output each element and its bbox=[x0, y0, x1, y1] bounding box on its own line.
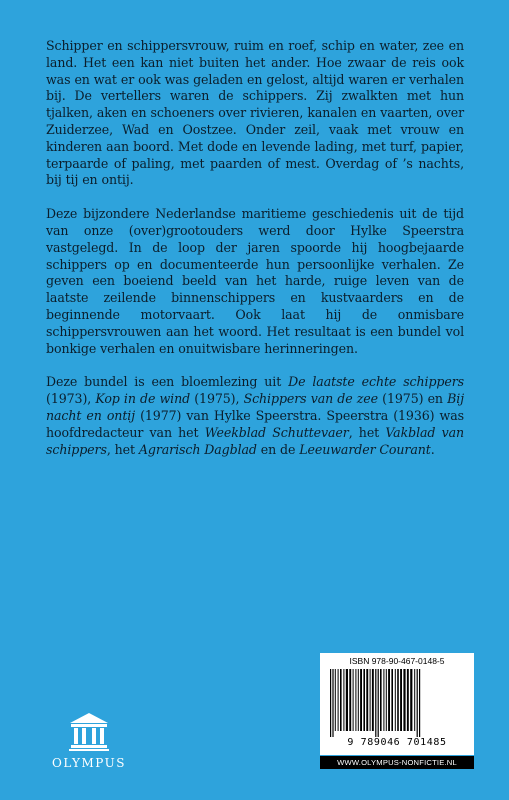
barcode-bar bbox=[335, 669, 336, 731]
barcode-bar bbox=[410, 669, 412, 731]
barcode-bar bbox=[358, 669, 359, 731]
barcode-bar bbox=[395, 669, 396, 731]
barcode-bar bbox=[372, 669, 374, 731]
barcode-bar bbox=[343, 669, 344, 731]
barcode-bar bbox=[346, 669, 348, 731]
text-run: (1977) van Hylke Speerstra. Speerstra (1936) was hoofdredacteur van het bbox=[46, 407, 464, 440]
book-title: Schippers van de zee bbox=[243, 391, 378, 407]
text-run: (1975) en bbox=[378, 391, 448, 407]
book-title: Bij nacht en ontij bbox=[46, 391, 464, 423]
text-run: en de bbox=[256, 441, 300, 457]
back-cover-blurb bbox=[46, 38, 464, 475]
barcode-bar bbox=[363, 669, 365, 731]
barcode-bar bbox=[383, 669, 384, 731]
publisher-name: OLYMPUS bbox=[52, 756, 126, 770]
text-run: (1975), bbox=[190, 391, 244, 407]
barcode-bar bbox=[349, 669, 351, 731]
barcode-bar bbox=[360, 669, 362, 731]
barcode-bars bbox=[326, 669, 468, 737]
text-run: , het bbox=[348, 424, 386, 440]
barcode-bar bbox=[414, 669, 415, 731]
barcode-bar bbox=[330, 669, 331, 737]
barcode-bar bbox=[332, 669, 333, 737]
publication-title: Vakblad van schippers bbox=[46, 424, 464, 457]
barcode-bar bbox=[397, 669, 399, 731]
barcode-label bbox=[320, 653, 474, 755]
barcode-bar bbox=[391, 669, 393, 731]
publisher-logo bbox=[48, 712, 130, 770]
barcode-bar bbox=[417, 669, 418, 737]
blurb-paragraph-3 bbox=[46, 374, 464, 458]
text-run: Deze bundel is een bloemlezing uit bbox=[46, 374, 289, 390]
barcode-bar bbox=[366, 669, 368, 731]
publisher-url: WWW.OLYMPUS-NONFICTIE.NL bbox=[320, 756, 474, 769]
barcode-bar bbox=[340, 669, 342, 731]
book-title: Kop in de wind bbox=[95, 391, 191, 407]
barcode-bar bbox=[407, 669, 409, 731]
temple-icon bbox=[68, 712, 110, 752]
barcode-bar bbox=[419, 669, 420, 737]
isbn-text: ISBN 978-90-467-0148-5 bbox=[349, 656, 445, 666]
barcode-bar bbox=[355, 669, 356, 731]
ean-digits: 9 789046 701485 bbox=[347, 737, 447, 748]
text-run: , het bbox=[106, 441, 139, 457]
barcode-bar bbox=[386, 669, 387, 731]
barcode-bar bbox=[388, 669, 390, 731]
barcode-bar bbox=[400, 669, 402, 731]
publication-title: Weekblad Schuttevaer bbox=[204, 424, 349, 440]
text-run: . bbox=[430, 441, 435, 457]
barcode-bar bbox=[378, 669, 379, 737]
barcode-bar bbox=[403, 669, 405, 731]
blurb-paragraph-1: Schipper en schippersvrouw, ruim en roef, schip en water, zee en land. Het een kan niet buiten het ander. Hoe zwaar de reis ook was en wat er ook was geladen en gelost, altijd waren er verhalen bij. De vertellers waren de schippers. Zij zwalkten met hun tjalken, aken en schoeners over rivieren, kanalen en vaarten, over Zuiderzee, Wad en Oostzee. Onder zeil, vaak met vrouw en kinderen aan boord. Met dode en levende lading, met turf, papier, terpaarde of paling, met paarden of mest. Overdag of ’s nachts, bij tij en ontij. bbox=[46, 38, 464, 188]
publication-title: Leeuwarder Courant bbox=[299, 441, 431, 457]
book-title: De laatste echte schippers bbox=[288, 374, 465, 390]
barcode-bar bbox=[353, 669, 354, 731]
barcode-bar bbox=[370, 669, 371, 731]
blurb-paragraph-2: Deze bijzondere Nederlandse maritieme geschiedenis uit de tijd van onze (over)grootouders werd door Hylke Speerstra vastgelegd. In de loop der jaren spoorde hij hoogbejaarde schippers op en documenteerde hun persoonlijke verhalen. Ze geven een boeiend beeld van het harde, ruige leven van de laatste zeilende binnenschippers en kustvaarders en de beginnende motorvaart. Ook laat hij de onmisbare schippersvrouwen aan het woord. Het resultaat is een bundel vol bonkige verhalen en onuitwisbare herinneringen. bbox=[46, 206, 464, 356]
text-run: (1973), bbox=[46, 391, 96, 407]
publication-title: Agrarisch Dagblad bbox=[138, 441, 257, 457]
barcode-bar bbox=[380, 669, 382, 731]
barcode-bar bbox=[338, 669, 339, 731]
barcode-bar bbox=[375, 669, 376, 737]
